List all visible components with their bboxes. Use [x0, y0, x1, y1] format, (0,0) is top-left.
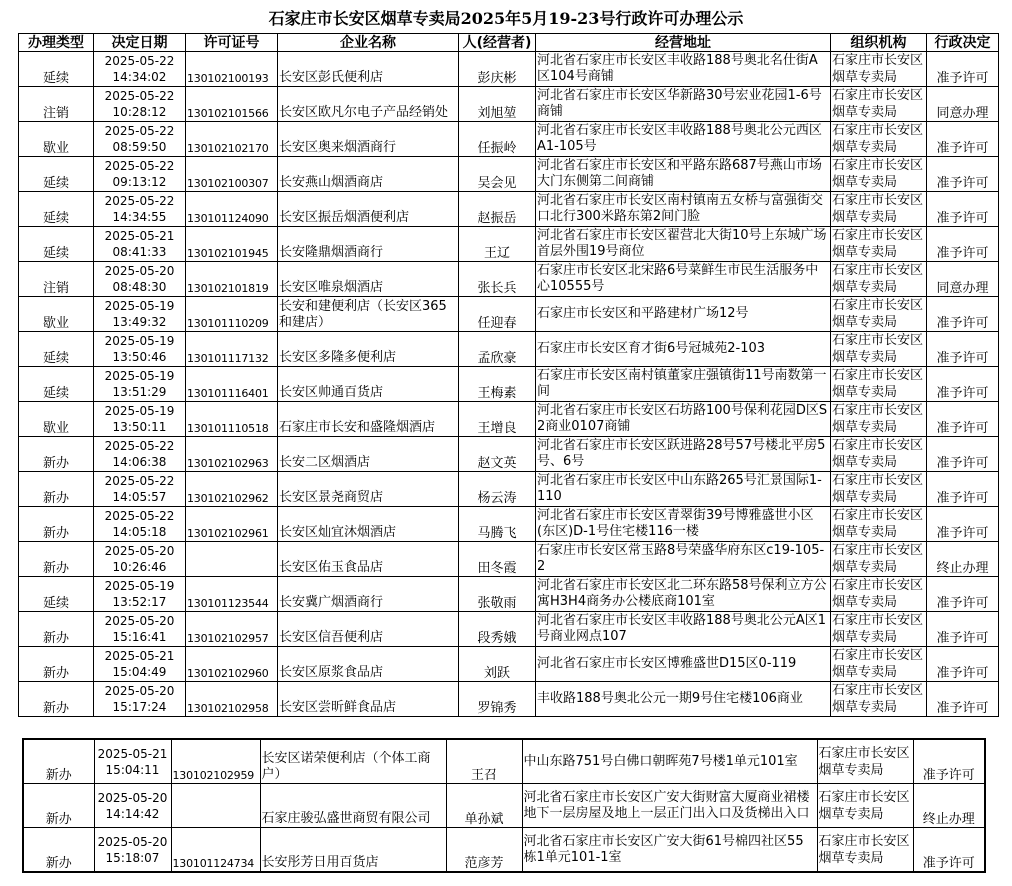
- cell-date: 2025-05-19 13:50:11: [94, 402, 186, 437]
- cell-address: 河北省石家庄市长安区南村镇南五女桥与富强街交口北行300米路东第2间门脸: [536, 192, 831, 227]
- cell-type: 新办: [23, 739, 94, 784]
- cell-decision: 准予许可: [927, 682, 999, 717]
- cell-date: 2025-05-20 10:26:46: [94, 542, 186, 577]
- cell-address: 河北省石家庄市长安区青翠街39号博雅盛世小区(东区)D-1号住宅楼116一楼: [536, 507, 831, 542]
- cell-type: 歇业: [19, 122, 94, 157]
- cell-date: 2025-05-19 13:52:17: [94, 577, 186, 612]
- cell-type: 新办: [19, 472, 94, 507]
- cell-person: 王梅素: [459, 367, 536, 402]
- cell-decision: 准予许可: [927, 157, 999, 192]
- cell-person: 赵振岳: [459, 192, 536, 227]
- table-row: [19, 367, 999, 402]
- cell-address: 河北省石家庄市长安区跃进路28号57号楼北平房5号、6号: [536, 437, 831, 472]
- cell-address: 石家庄市长安区和平路建材广场12号: [536, 297, 831, 332]
- table-row: [19, 192, 999, 227]
- cell-decision: 准予许可: [927, 647, 999, 682]
- cell-name: 长安区唯泉烟酒店: [278, 262, 459, 297]
- cell-name: 长安隆鼎烟酒商行: [278, 227, 459, 262]
- cell-license: 130102102963: [186, 437, 278, 472]
- cell-type: 新办: [19, 507, 94, 542]
- cell-decision: 准予许可: [927, 577, 999, 612]
- table-row: [19, 52, 999, 87]
- cell-address: 河北省石家庄市长安区翟营北大街10号上东城广场首层外围19号商位: [536, 227, 831, 262]
- cell-decision: 准予许可: [927, 437, 999, 472]
- cell-decision: 准予许可: [927, 402, 999, 437]
- cell-name: 长安区诺荣便利店（个体工商户）: [260, 739, 446, 784]
- cell-org: 石家庄市长安区烟草专卖局: [831, 542, 927, 577]
- cell-decision: 准予许可: [927, 507, 999, 542]
- cell-date: 2025-05-22 08:59:50: [94, 122, 186, 157]
- cell-license: 130102102170: [186, 122, 278, 157]
- table-row: [19, 682, 999, 717]
- cell-license: 130102101819: [186, 262, 278, 297]
- cell-date: 2025-05-20 14:14:42: [94, 784, 171, 828]
- cell-org: 石家庄市长安区烟草专卖局: [831, 332, 927, 367]
- cell-type: 延续: [19, 332, 94, 367]
- cell-org: 石家庄市长安区烟草专卖局: [831, 297, 927, 332]
- cell-license: 130102102957: [186, 612, 278, 647]
- header-type: 办理类型: [19, 34, 94, 52]
- cell-person: 刘旭堃: [459, 87, 536, 122]
- cell-person: 孟欣豪: [459, 332, 536, 367]
- cell-decision: 终止办理: [927, 542, 999, 577]
- cell-decision: 准予许可: [913, 828, 985, 873]
- table-row: [19, 542, 999, 577]
- cell-decision: 准予许可: [913, 739, 985, 784]
- cell-name: 长安区尝昕鲜食品店: [278, 682, 459, 717]
- cell-person: 杨云涛: [459, 472, 536, 507]
- table-row: [23, 784, 985, 828]
- cell-decision: 终止办理: [913, 784, 985, 828]
- cell-person: 单孙斌: [446, 784, 522, 828]
- cell-license: 130102100307: [186, 157, 278, 192]
- cell-type: 新办: [19, 437, 94, 472]
- cell-decision: 准予许可: [927, 227, 999, 262]
- cell-decision: 准予许可: [927, 472, 999, 507]
- cell-org: 石家庄市长安区烟草专卖局: [831, 577, 927, 612]
- cell-license: 130101123544: [186, 577, 278, 612]
- cell-address: 石家庄市长安区育才街6号冠城苑2-103: [536, 332, 831, 367]
- cell-address: 石家庄市长安区常玉路8号荣盛华府东区c19-105-2: [536, 542, 831, 577]
- cell-type: 延续: [19, 52, 94, 87]
- cell-license: 130102100193: [186, 52, 278, 87]
- cell-name: 长安和建便利店（长安区365和建店）: [278, 297, 459, 332]
- cell-person: 罗锦秀: [459, 682, 536, 717]
- cell-decision: 准予许可: [927, 367, 999, 402]
- cell-name: 长安区奥来烟酒商行: [278, 122, 459, 157]
- table-row: [19, 612, 999, 647]
- cell-decision: 准予许可: [927, 52, 999, 87]
- cell-org: 石家庄市长安区烟草专卖局: [817, 828, 913, 873]
- cell-person: 赵文英: [459, 437, 536, 472]
- cell-org: 石家庄市长安区烟草专卖局: [831, 157, 927, 192]
- cell-name: 长安彤芳日用百货店: [260, 828, 446, 873]
- cell-address: 河北省石家庄市长安区和平路东路687号燕山市场大门东侧第二间商铺: [536, 157, 831, 192]
- cell-address: 河北省石家庄市长安区中山东路265号汇景国际1-110: [536, 472, 831, 507]
- cell-person: 张敬雨: [459, 577, 536, 612]
- cell-date: 2025-05-22 09:13:12: [94, 157, 186, 192]
- cell-date: 2025-05-20 15:16:41: [94, 612, 186, 647]
- cell-license: 130101124090: [186, 192, 278, 227]
- cell-name: 长安区帅通百货店: [278, 367, 459, 402]
- cell-address: 中山东路751号白佛口朝晖苑7号楼1单元101室: [522, 739, 817, 784]
- cell-license: 130101110518: [186, 402, 278, 437]
- header-name: 企业名称: [278, 34, 459, 52]
- cell-decision: 准予许可: [927, 122, 999, 157]
- header-date: 决定日期: [94, 34, 186, 52]
- cell-org: 石家庄市长安区烟草专卖局: [831, 472, 927, 507]
- permit-table-extra: [22, 738, 986, 873]
- cell-name: 石家庄市长安和盛隆烟酒店: [278, 402, 459, 437]
- cell-type: 新办: [23, 784, 94, 828]
- cell-license: 130102102958: [186, 682, 278, 717]
- cell-decision: 准予许可: [927, 192, 999, 227]
- cell-type: 新办: [19, 682, 94, 717]
- cell-person: 范彦芳: [446, 828, 522, 873]
- cell-date: 2025-05-20 08:48:30: [94, 262, 186, 297]
- cell-person: 吴会见: [459, 157, 536, 192]
- cell-license: 130101117132: [186, 332, 278, 367]
- cell-date: 2025-05-22 10:28:12: [94, 87, 186, 122]
- table-row: [23, 739, 985, 784]
- cell-person: 刘跃: [459, 647, 536, 682]
- cell-address: 河北省石家庄市长安区华新路30号宏业花园1-6号商铺: [536, 87, 831, 122]
- cell-person: 马腾飞: [459, 507, 536, 542]
- cell-org: 石家庄市长安区烟草专卖局: [831, 682, 927, 717]
- cell-address: 丰收路188号奥北公元一期9号住宅楼106商业: [536, 682, 831, 717]
- cell-date: 2025-05-19 13:50:46: [94, 332, 186, 367]
- cell-date: 2025-05-19 13:49:32: [94, 297, 186, 332]
- cell-type: 延续: [19, 227, 94, 262]
- cell-person: 张长兵: [459, 262, 536, 297]
- table-row: [19, 157, 999, 192]
- cell-org: 石家庄市长安区烟草专卖局: [831, 367, 927, 402]
- cell-license: 130102102960: [186, 647, 278, 682]
- cell-decision: 准予许可: [927, 332, 999, 367]
- cell-date: 2025-05-22 14:06:38: [94, 437, 186, 472]
- cell-date: 2025-05-22 14:34:55: [94, 192, 186, 227]
- cell-date: 2025-05-20 15:18:07: [94, 828, 171, 873]
- cell-decision: 同意办理: [927, 87, 999, 122]
- header-org: 组织机构: [831, 34, 927, 52]
- table-row: [19, 437, 999, 472]
- cell-person: 任迎春: [459, 297, 536, 332]
- cell-person: 段秀娥: [459, 612, 536, 647]
- cell-name: 长安区原浆食品店: [278, 647, 459, 682]
- cell-license: [171, 784, 260, 828]
- cell-type: 新办: [19, 542, 94, 577]
- cell-person: 任振岭: [459, 122, 536, 157]
- header-address: 经营地址: [536, 34, 831, 52]
- cell-address: 石家庄市长安区北宋路6号菜鲜生市民生活服务中心10555号: [536, 262, 831, 297]
- cell-org: 石家庄市长安区烟草专卖局: [831, 612, 927, 647]
- header-person: 人(经营者): [459, 34, 536, 52]
- cell-name: 长安区彭氏便利店: [278, 52, 459, 87]
- cell-license: 130101116401: [186, 367, 278, 402]
- cell-address: 河北省石家庄市长安区丰收路188号奥北公元西区A1-105号: [536, 122, 831, 157]
- cell-org: 石家庄市长安区烟草专卖局: [817, 739, 913, 784]
- table-row: [19, 507, 999, 542]
- cell-person: 王增良: [459, 402, 536, 437]
- cell-type: 延续: [19, 577, 94, 612]
- table-row: [19, 472, 999, 507]
- cell-address: 石家庄市长安区南村镇董家庄强镇街11号南数第一间: [536, 367, 831, 402]
- cell-type: 歇业: [19, 297, 94, 332]
- header-license: 许可证号: [186, 34, 278, 52]
- cell-decision: 准予许可: [927, 612, 999, 647]
- table-row: [19, 262, 999, 297]
- cell-decision: 准予许可: [927, 297, 999, 332]
- cell-type: 延续: [19, 157, 94, 192]
- cell-name: 长安燕山烟酒商店: [278, 157, 459, 192]
- table-row: [19, 297, 999, 332]
- table-row: [19, 122, 999, 157]
- table-row: [19, 227, 999, 262]
- cell-date: 2025-05-19 13:51:29: [94, 367, 186, 402]
- cell-name: 长安区欧凡尔电子产品经销处: [278, 87, 459, 122]
- cell-address: 河北省石家庄市长安区广安大街61号棉四社区55栋1单元101-1室: [522, 828, 817, 873]
- cell-org: 石家庄市长安区烟草专卖局: [831, 402, 927, 437]
- cell-type: 新办: [19, 647, 94, 682]
- cell-license: 130101110209: [186, 297, 278, 332]
- page-title: 石家庄市长安区烟草专卖局2025年5月19-23号行政许可办理公示: [268, 9, 744, 28]
- cell-license: 130102102962: [186, 472, 278, 507]
- cell-license: 130102102961: [186, 507, 278, 542]
- cell-date: 2025-05-22 14:34:02: [94, 52, 186, 87]
- cell-org: 石家庄市长安区烟草专卖局: [831, 122, 927, 157]
- table-row: [19, 647, 999, 682]
- cell-person: 王辽: [459, 227, 536, 262]
- cell-org: 石家庄市长安区烟草专卖局: [817, 784, 913, 828]
- cell-license: 130102101945: [186, 227, 278, 262]
- table-row: [23, 828, 985, 873]
- cell-person: 王召: [446, 739, 522, 784]
- cell-org: 石家庄市长安区烟草专卖局: [831, 507, 927, 542]
- cell-org: 石家庄市长安区烟草专卖局: [831, 437, 927, 472]
- cell-type: 注销: [19, 87, 94, 122]
- cell-license: [186, 542, 278, 577]
- cell-name: 长安二区烟酒店: [278, 437, 459, 472]
- cell-person: 彭庆彬: [459, 52, 536, 87]
- cell-name: 长安冀广烟酒商行: [278, 577, 459, 612]
- cell-org: 石家庄市长安区烟草专卖局: [831, 227, 927, 262]
- cell-decision: 同意办理: [927, 262, 999, 297]
- table-row: [19, 577, 999, 612]
- cell-date: 2025-05-21 15:04:11: [94, 739, 171, 784]
- cell-type: 注销: [19, 262, 94, 297]
- cell-person: 田冬霞: [459, 542, 536, 577]
- cell-name: 长安区信吾便利店: [278, 612, 459, 647]
- cell-address: 河北省石家庄市长安区丰收路188号奥北公元A区1号商业网点107: [536, 612, 831, 647]
- cell-address: 河北省石家庄市长安区石坊路100号保利花园D区S2商业0107商铺: [536, 402, 831, 437]
- table-row: [19, 87, 999, 122]
- table-row: [19, 402, 999, 437]
- cell-license: 130102101566: [186, 87, 278, 122]
- cell-address: 河北省石家庄市长安区广安大街财富大厦商业裙楼地下一层房屋及地上一层正门出入口及货梯出入口: [522, 784, 817, 828]
- cell-type: 延续: [19, 367, 94, 402]
- cell-date: 2025-05-21 08:41:33: [94, 227, 186, 262]
- cell-name: 长安区景尧商贸店: [278, 472, 459, 507]
- cell-org: 石家庄市长安区烟草专卖局: [831, 647, 927, 682]
- cell-org: 石家庄市长安区烟草专卖局: [831, 262, 927, 297]
- cell-name: 长安区多隆多便利店: [278, 332, 459, 367]
- cell-address: 河北省石家庄市长安区北二环东路58号保利立方公寓H3H4商务办公楼底商101室: [536, 577, 831, 612]
- cell-org: 石家庄市长安区烟草专卖局: [831, 87, 927, 122]
- cell-type: 新办: [23, 828, 94, 873]
- table-row: [19, 332, 999, 367]
- cell-name: 长安区佑玉食品店: [278, 542, 459, 577]
- table-header-row: [19, 34, 999, 52]
- cell-address: 河北省石家庄市长安区丰收路188号奥北名仕街A区104号商铺: [536, 52, 831, 87]
- cell-name: 长安区振岳烟酒便利店: [278, 192, 459, 227]
- cell-type: 歇业: [19, 402, 94, 437]
- cell-license: 130101124734: [171, 828, 260, 873]
- cell-type: 新办: [19, 612, 94, 647]
- cell-org: 石家庄市长安区烟草专卖局: [831, 192, 927, 227]
- cell-date: 2025-05-21 15:04:49: [94, 647, 186, 682]
- cell-name: 石家庄骏弘盛世商贸有限公司: [260, 784, 446, 828]
- cell-license: 130102102959: [171, 739, 260, 784]
- cell-address: 河北省石家庄市长安区博雅盛世D15区0-119: [536, 647, 831, 682]
- cell-name: 长安区灿宜沐烟酒店: [278, 507, 459, 542]
- permit-table: [18, 33, 999, 717]
- header-decision: 行政决定: [927, 34, 999, 52]
- cell-org: 石家庄市长安区烟草专卖局: [831, 52, 927, 87]
- cell-type: 延续: [19, 192, 94, 227]
- cell-date: 2025-05-22 14:05:57: [94, 472, 186, 507]
- cell-date: 2025-05-22 14:05:18: [94, 507, 186, 542]
- cell-date: 2025-05-20 15:17:24: [94, 682, 186, 717]
